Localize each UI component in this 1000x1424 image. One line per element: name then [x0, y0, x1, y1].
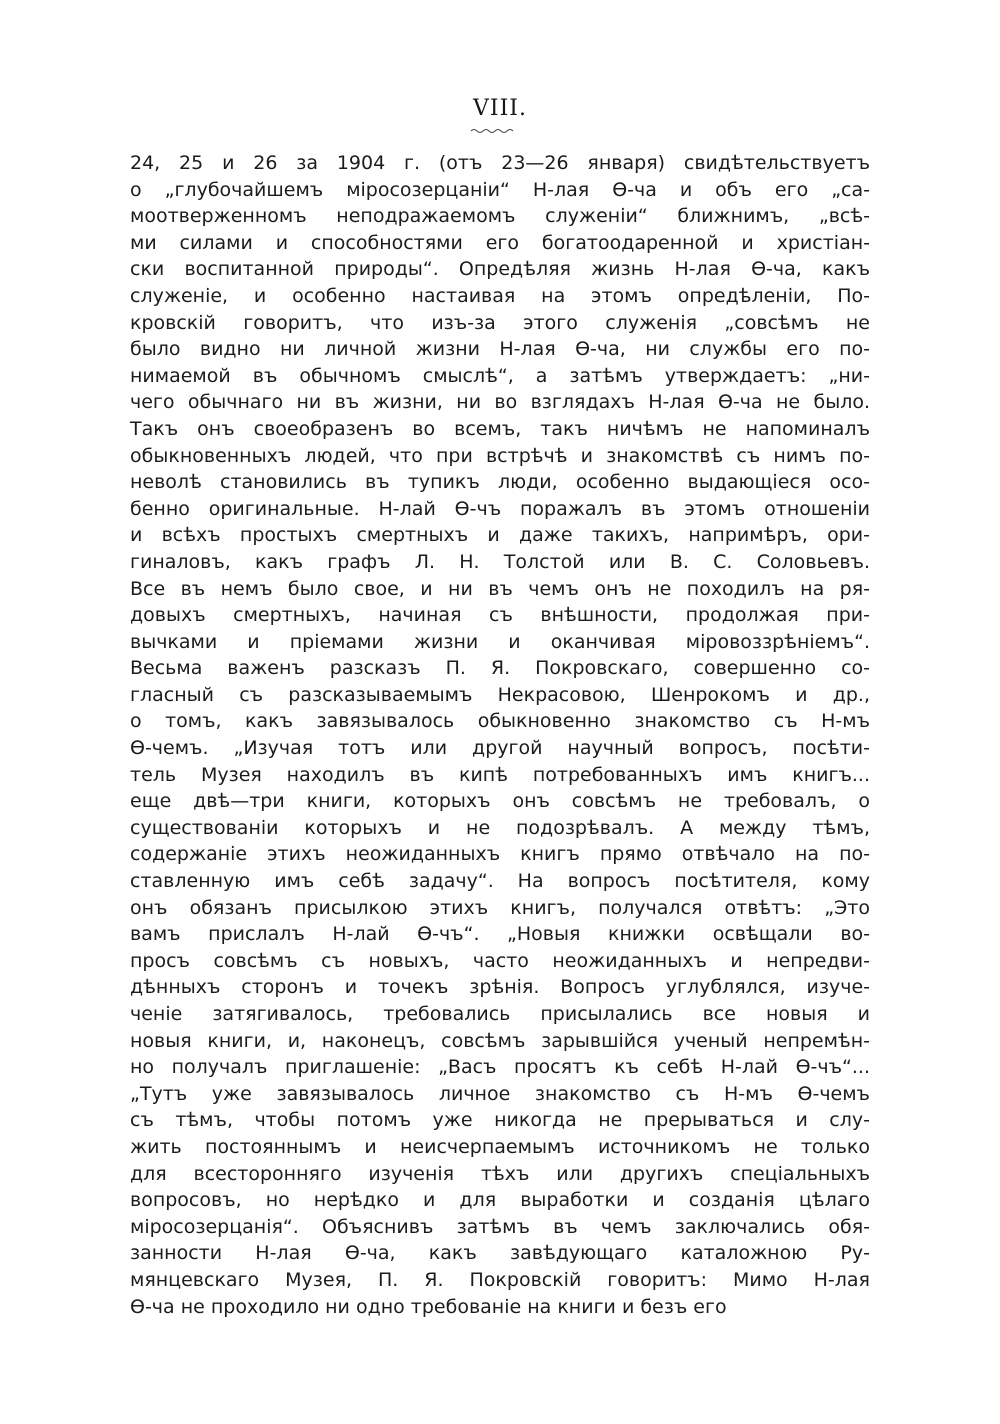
- text-line: Все въ немъ было свое, и ни въ чемъ онъ не походилъ на ря-: [130, 577, 870, 600]
- text-line: служеніе, и особенно настаивая на этомъ опредѣленіи, По-: [130, 284, 870, 307]
- text-line: кровскій говоритъ, что изъ-за этого служенія „совсѣмъ не: [130, 311, 870, 334]
- text-line: и всѣхъ простыхъ смертныхъ и даже такихъ, напримѣръ, ори-: [130, 524, 870, 547]
- text-line: міросозерцанія“. Объяснивъ затѣмъ въ чемъ заключались обя-: [130, 1215, 870, 1238]
- text-line: для всесторонняго изученія тѣхъ или другихъ спеціальныхъ: [130, 1162, 870, 1185]
- text-line: мянцевскаго Музея, П. Я. Покровскій говоритъ: Мимо Н-лая: [130, 1268, 870, 1291]
- text-line: новыя книги, и, наконецъ, совсѣмъ зарывшійся ученый непремѣн-: [130, 1029, 870, 1052]
- text-line: жить постояннымъ и неисчерпаемымъ источникомъ не только: [130, 1135, 870, 1158]
- text-line: бенно оригинальные. Н-лай Ѳ-чъ поражалъ въ этомъ отношеніи: [130, 497, 870, 520]
- text-line: чего обычнаго ни въ жизни, ни во взглядахъ Н-лая Ѳ-ча не было.: [130, 391, 870, 414]
- text-line: ченіе затягивалось, требовались присылались все новыя и: [130, 1003, 870, 1025]
- text-line: о томъ, какъ завязывалось обыкновенно знакомство съ Н-мъ: [130, 710, 870, 733]
- text-line: еще двѣ—три книги, которыхъ онъ совсѣмъ не требовалъ, о: [130, 790, 870, 813]
- text-line: 24, 25 и 26 за 1904 г. (отъ 23—26 января) свидѣтельствуетъ: [130, 152, 870, 174]
- text-line: но получалъ приглашеніе: „Васъ просятъ къ себѣ Н-лай Ѳ-чъ“...: [130, 1056, 870, 1079]
- text-line: ски воспитанной природы“. Опредѣляя жизнь Н-лая Ѳ-ча, какъ: [130, 258, 870, 281]
- text-line: просъ совсѣмъ съ новыхъ, часто неожиданныхъ и непредви-: [130, 949, 870, 972]
- text-line: довыхъ смертныхъ, начиная съ внѣшности, продолжая при-: [130, 604, 870, 627]
- text-line: вычками и пріемами жизни и оканчивая міровоззрѣніемъ“.: [130, 630, 870, 653]
- text-line: содержаніе этихъ неожиданныхъ книгъ прямо отвѣчало на по-: [130, 843, 870, 866]
- text-line: вамъ прислалъ Н-лай Ѳ-чъ“. „Новыя книжки освѣщали во-: [130, 923, 870, 946]
- text-line: съ тѣмъ, чтобы потомъ уже никогда не прерываться и слу-: [130, 1109, 870, 1132]
- text-line: „Тутъ уже завязывалось личное знакомство съ Н-мъ Ѳ-чемъ: [130, 1082, 870, 1105]
- text-line: Ѳ-ча не проходило ни одно требованіе на книги и безъ его: [130, 1295, 727, 1318]
- body-text: [130, 150, 870, 1320]
- page-number-underline-ornament: [470, 128, 514, 134]
- text-line: тель Музея находилъ въ кипѣ потребованныхъ имъ книгъ...: [130, 763, 870, 786]
- text-line: гиналовъ, какъ графъ Л. Н. Толстой или В. С. Соловьевъ.: [130, 550, 870, 573]
- text-line: о „глубочайшемъ міросозерцаніи“ Н-лая Ѳ-ча и объ его „са-: [130, 178, 870, 201]
- text-line: Такъ онъ своеобразенъ во всемъ, такъ ничѣмъ не напоминалъ: [130, 417, 870, 440]
- text-line: моотверженномъ неподражаемомъ служеніи“ ближнимъ, „всѣ-: [130, 205, 870, 228]
- text-line: Весьма важенъ разсказъ П. Я. Покровскаго, совершенно со-: [130, 657, 870, 680]
- text-line: занности Н-лая Ѳ-ча, какъ завѣдующаго каталожною Ру-: [130, 1242, 870, 1265]
- text-line: ставленную имъ себѣ задачу“. На вопросъ посѣтителя, кому: [130, 870, 870, 893]
- page-number: VIII.: [473, 96, 527, 121]
- text-line: онъ обязанъ присылкою этихъ книгъ, получался отвѣтъ: „Это: [130, 896, 870, 919]
- text-line: гласный съ разсказываемымъ Некрасовою, Шенрокомъ и др.,: [130, 683, 870, 706]
- text-line: обыкновенныхъ людей, что при встрѣчѣ и знакомствѣ съ нимъ по-: [130, 444, 870, 467]
- text-line: нимаемой въ обычномъ смыслѣ“, а затѣмъ утверждаетъ: „ни-: [130, 364, 870, 387]
- text-line: дѣнныхъ сторонъ и точекъ зрѣнія. Вопросъ углублялся, изуче-: [130, 976, 870, 999]
- text-line: было видно ни личной жизни Н-лая Ѳ-ча, ни службы его по-: [130, 338, 870, 361]
- text-line: существованіи которыхъ и не подозрѣвалъ. А между тѣмъ,: [130, 816, 870, 839]
- text-line: ми силами и способностями его богатоодаренной и христіан-: [130, 231, 870, 254]
- text-line: вопросовъ, но нерѣдко и для выработки и созданія цѣлаго: [130, 1189, 870, 1212]
- text-line: Ѳ-чемъ. „Изучая тотъ или другой научный вопросъ, посѣти-: [130, 737, 870, 760]
- text-line: неволѣ становились въ тупикъ люди, особенно выдающіеся осо-: [130, 471, 870, 494]
